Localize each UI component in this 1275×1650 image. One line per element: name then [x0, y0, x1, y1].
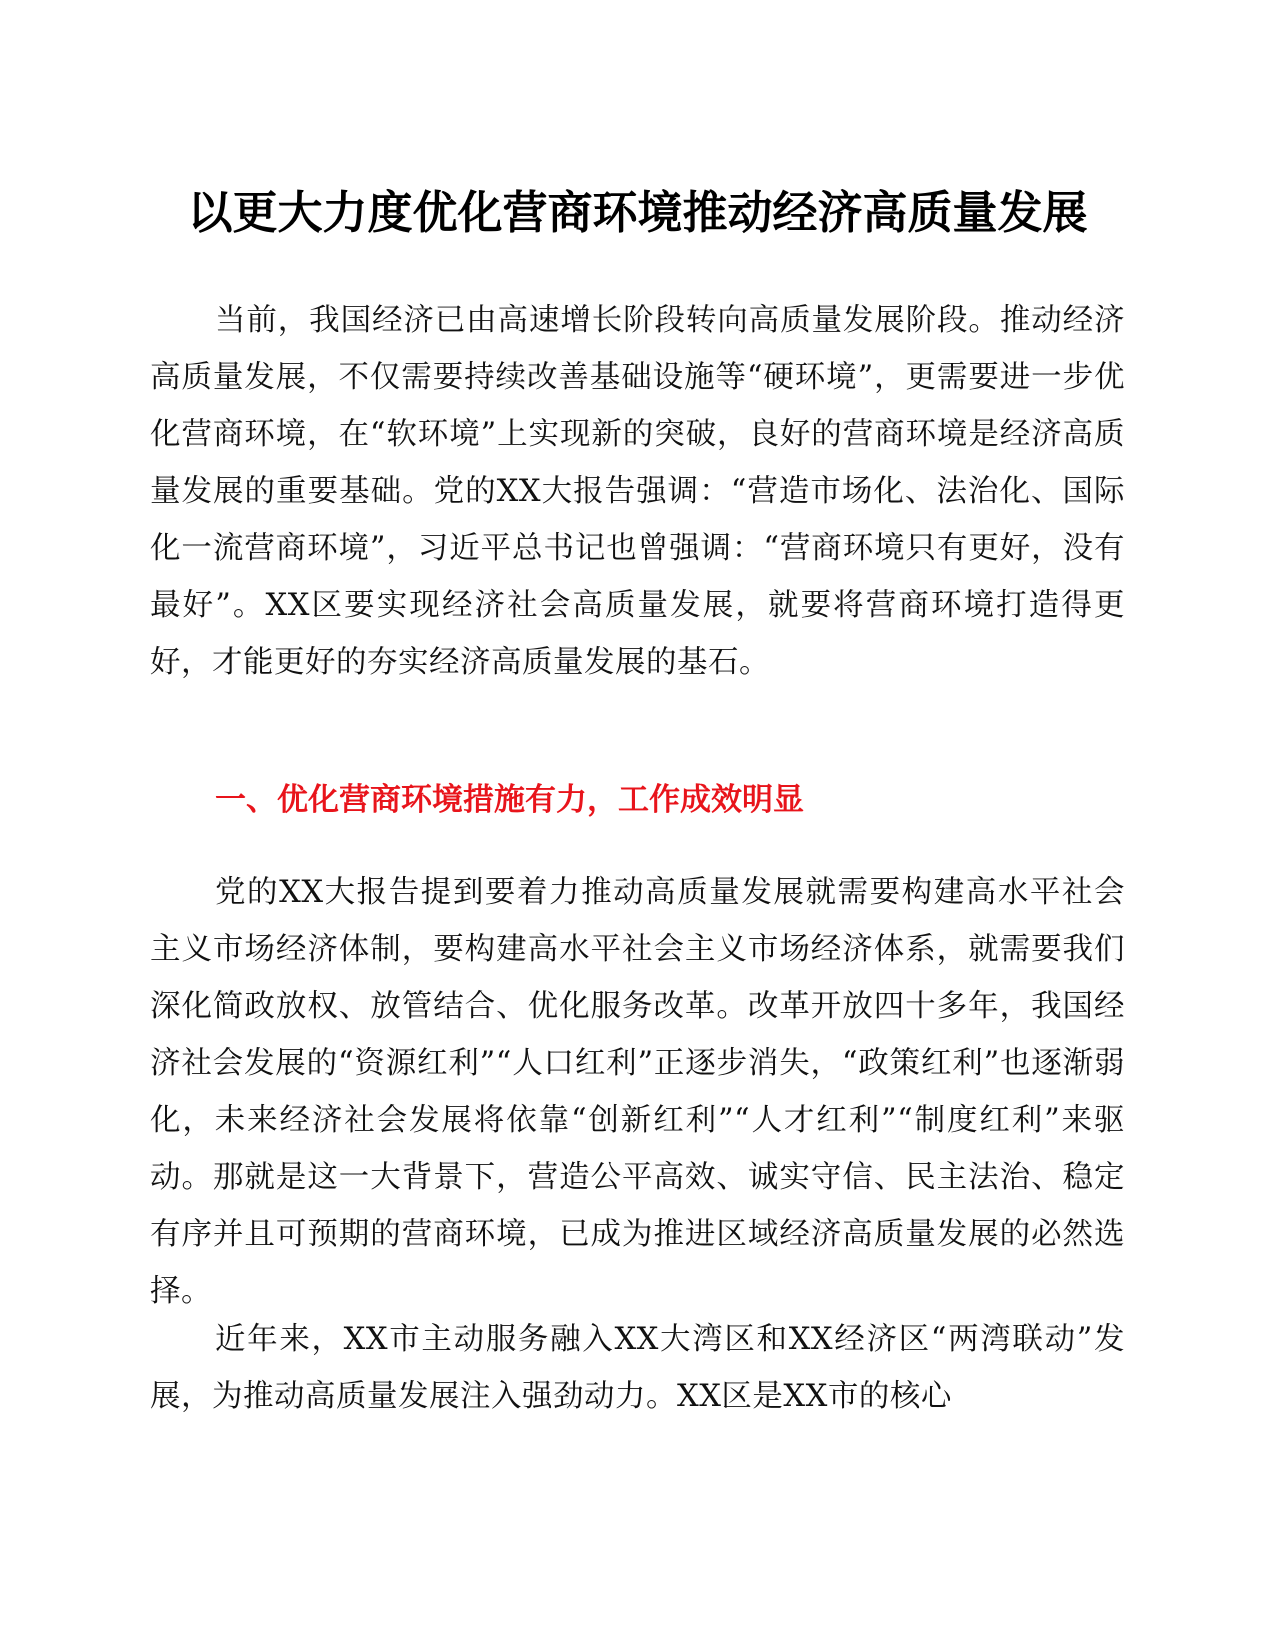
section-heading: 一、优化营商环境措施有力，工作成效明显 — [215, 782, 804, 818]
intro-paragraph: 当前，我国经济已由高速增长阶段转向高质量发展阶段。推动经济高质量发展，不仅需要持续改善基础设施等“硬环境”，更需要进一步优化营商环境，在“软环境”上实现新的突破，良好的营商环境是经济高质量发展的重要基础。党的XX大报告强调：“营造市场化、法治化、国际化一流营商环境”，习近平总书记也曾强调：“营商环境只有更好，没有最好”。XX区要实现经济社会高质量发展，就要将营商环境打造得更好，才能更好的夯实经济高质量发展的基石。 — [150, 303, 1125, 680]
body-paragraph-1: 党的XX大报告提到要着力推动高质量发展就需要构建高水平社会主义市场经济体制，要构建高水平社会主义市场经济体系，就需要我们深化简政放权、放管结合、优化服务改革。改革开放四十多年，我国经济社会发展的“资源红利”“人口红利”正逐步消失，“政策红利”也逐渐弱化，未来经济社会发展将依靠“创新红利”“人才红利”“制度红利”来驱动。那就是这一大背景下，营造公平高效、诚实守信、民主法治、稳定有序并且可预期的营商环境，已成为推进区域经济高质量发展的必然选择。 — [150, 875, 1125, 1309]
body-paragraph-2: 近年来，XX市主动服务融入XX大湾区和XX经济区“两湾联动”发展，为推动高质量发展注入强劲动力。XX区是XX市的核心 — [150, 1322, 1125, 1414]
document-title: 以更大力度优化营商环境推动经济高质量发展 — [187, 186, 1088, 239]
